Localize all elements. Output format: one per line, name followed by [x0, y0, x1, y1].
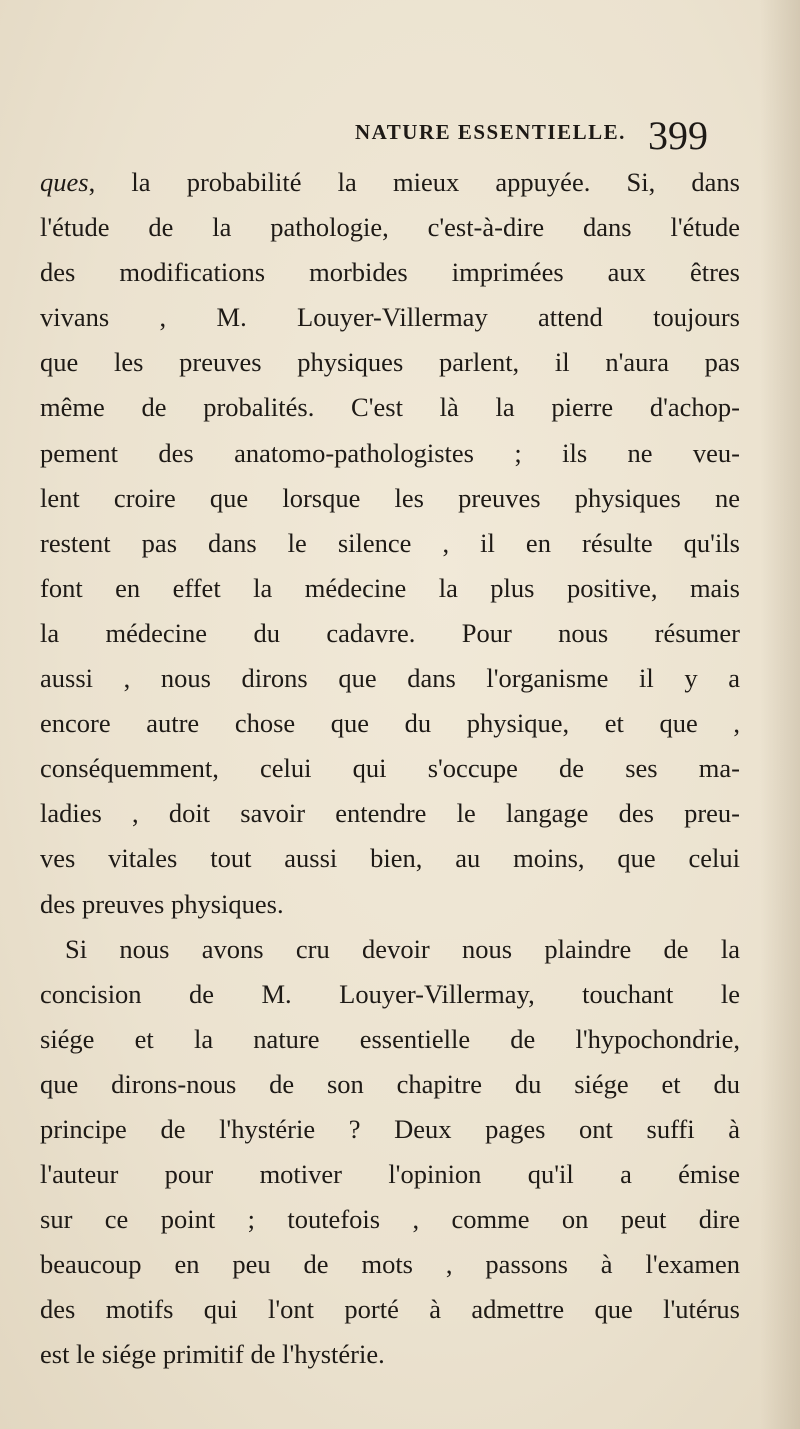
- text-line: font en effet la médecine la plus positive, mais: [40, 572, 740, 603]
- paragraph2-line: l'auteur pour motiver l'opinion qu'il a émise: [40, 1159, 740, 1190]
- page-number: 399: [648, 113, 708, 158]
- text-line: l'étude de la pathologie, c'est-à-dire dans l'étude: [40, 212, 740, 243]
- text-line: même de probalités. C'est là la pierre d'achop-: [40, 392, 740, 423]
- text-line: ladies , doit savoir entendre le langage des preu-: [40, 798, 740, 829]
- paragraph2-line: Si nous avons cru devoir nous plaindre de la: [65, 933, 740, 964]
- text-line: la médecine du cadavre. Pour nous résumer: [40, 617, 740, 648]
- text-line: encore autre chose que du physique, et que ,: [40, 708, 740, 739]
- paragraph2-line: que dirons-nous de son chapitre du siége et du: [40, 1068, 740, 1099]
- running-head: NATURE ESSENTIELLE.: [355, 120, 626, 144]
- text-line: pement des anatomo-pathologistes ; ils ne veu-: [40, 437, 740, 468]
- text-line: vivans , M. Louyer-Villermay attend toujours: [40, 302, 740, 333]
- paragraph2-line: sur ce point ; toutefois , comme on peut dire: [40, 1204, 740, 1235]
- body-text: [40, 160, 740, 1378]
- text-line: lent croire que lorsque les preuves physiques ne: [40, 482, 740, 513]
- text-line: des modifications morbides imprimées aux êtres: [40, 257, 740, 288]
- paragraph2-line: siége et la nature essentielle de l'hypochondrie,: [40, 1023, 740, 1054]
- text-line-1: [40, 160, 740, 205]
- text-line: ves vitales tout aussi bien, au moins, que celui: [40, 843, 740, 874]
- text-line: des preuves physiques.: [40, 888, 284, 919]
- text-line: conséquemment, celui qui s'occupe de ses ma-: [40, 753, 740, 784]
- page-header: [0, 112, 800, 162]
- paragraph2-line: principe de l'hystérie ? Deux pages ont suffi à: [40, 1113, 740, 1144]
- first-word-italic: ques: [40, 167, 89, 197]
- paragraph2-line: beaucoup en peu de mots , passons à l'examen: [40, 1249, 740, 1280]
- text-line: aussi , nous dirons que dans l'organisme il y a: [40, 663, 740, 694]
- text-line: que les preuves physiques parlent, il n'aura pas: [40, 347, 740, 378]
- first-line-rest: , la probabilité la mieux appuyée. Si, dans: [88, 167, 740, 197]
- text-line: restent pas dans le silence , il en résulte qu'ils: [40, 527, 740, 558]
- paragraph2-line: des motifs qui l'ont porté à admettre que l'utérus: [40, 1294, 740, 1325]
- paragraph2-line: est le siége primitif de l'hystérie.: [40, 1339, 385, 1370]
- page-edge-shadow: [760, 0, 800, 1429]
- paragraph2-line: concision de M. Louyer-Villermay, touchant le: [40, 978, 740, 1009]
